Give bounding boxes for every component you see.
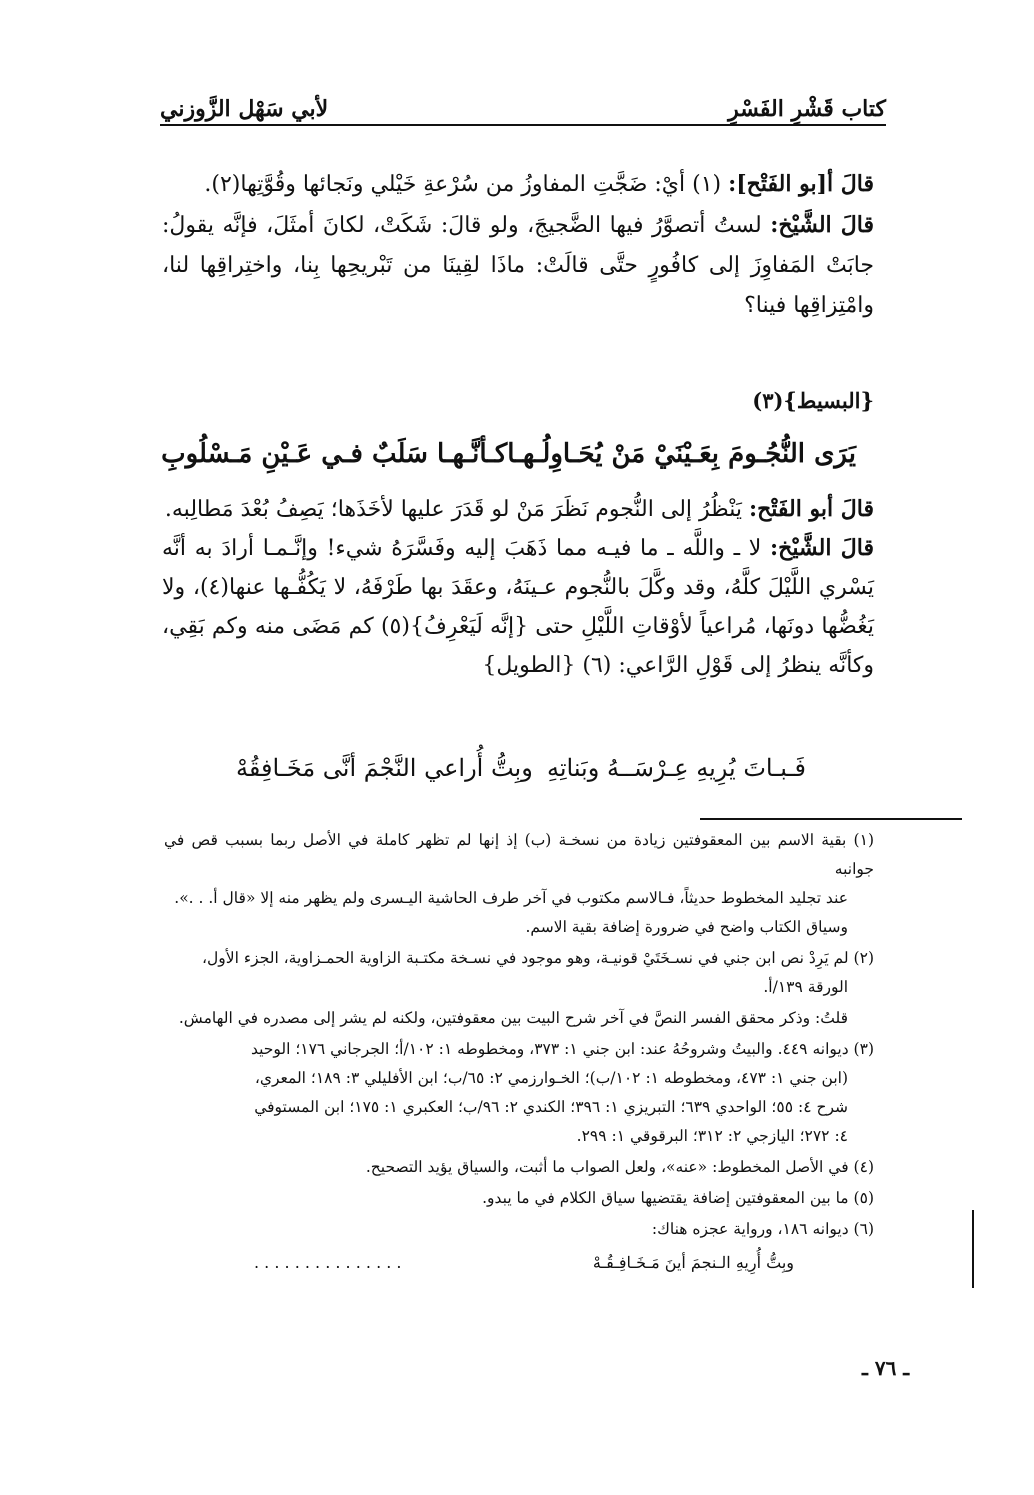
footnote-3 (164, 1035, 874, 1151)
footnote-2-note (164, 1004, 874, 1033)
margin-line (972, 1210, 974, 1288)
paragraph-text: لا ـ واللَّه ـ ما فيـه مما ذَهَبَ إليه وفَسَّرَهُ شيء! وإنَّـمـا أرادَ به أنَّه يَسْري اللَّيْلَ كلَّهُ، وقد وكَّلَ بالنُّجوم عـينَهُ، وعقَدَ بها طَرْفَهُ، لا يَكُفُّـها عنها(٤)، ولا يَغُضُّها دونَها، مُراعياً لأوْقاتِ اللَّيْلِ حتى {إنَّه لَيَعْرِفُ}(٥) كم مَضَى منه وكم بَقِي، وكأنَّه ينظرُ إلى قَوْلِ الرَّاعي: (162, 536, 874, 678)
footnote-number: (٣) (853, 1040, 874, 1058)
footnote-text: في الأصل المخطوط: «عنه»، ولعل الصواب ما أثبت، والسياق يؤيد التصحيح. (365, 1158, 849, 1176)
verse-first-hemistich: يَرَى النُّجُـومَ بِعَـيْنَيْ مَنْ يُحَـاوِلُـهـا (507, 439, 856, 469)
running-header (160, 82, 886, 122)
footnote-divider (700, 818, 962, 820)
footnote-text: لم يَرِدْ نص ابن جني في نسـخَتَيْ قونيـة، وهو موجود في نسـخة مكتـبة الزاوية الحمـزاوية، الجزء الأول، (202, 949, 849, 967)
section-1 (162, 164, 874, 326)
verse-second-hemistich: كـأنَّـهـا سَلَبٌ فـي عَـيْنِ مَـسْلُوبِ (161, 439, 508, 469)
footnote-verse (164, 1248, 874, 1277)
footnote-continuation: شرح ٤: ٥٥؛ الواحدي ٦٣٩؛ التبريزي ١: ٣٩٦؛ الكندي ٢: ٩٦/ب؛ العكبري ١: ١٧٥؛ ابن المستوفي (254, 1098, 848, 1116)
paragraph-sheikh-2 (162, 529, 874, 685)
speaker-label: قالَ أ[بو الفَتْح]: (728, 171, 874, 197)
header-book-title: كتاب قَشْرِ الفَسْرِ (728, 96, 886, 122)
header-author: لأبي سَهْل الزَّوزني (160, 96, 329, 122)
footnote-number: (١) (853, 831, 874, 849)
speaker-label: قالَ أبو الفَتْح: (748, 496, 874, 522)
paragraph-abu-alfath-1 (162, 164, 874, 205)
speaker-label: قالَ الشَّيْخ: (770, 212, 874, 238)
footnote-continuation: ٤: ٢٧٢؛ اليازجي ٢: ٣١٢؛ البرقوقي ١: ٢٩٩. (576, 1127, 848, 1145)
footnote-1 (164, 826, 874, 942)
section-2 (162, 490, 874, 685)
footnote-verse-second: وبِتُّ أُرِيهِ الـنجمَ أينَ مَـخَـافِـقُـهْ (592, 1253, 794, 1272)
footnote-number: (٤) (853, 1158, 874, 1176)
verse-first-hemistich: فَـبـاتَ يُرِيهِ عِـرْسَــهُ وبَناتِهِ (546, 754, 806, 782)
verse-1 (161, 432, 856, 476)
paragraph-text: (١) أيْ: ضَجَّتِ المفاوزُ من سُرْعةِ خَيْلي ونَجائها وقُوَّتِها(٢). (204, 172, 722, 197)
footnote-text: بقية الاسم بين المعقوفتين زيادة من نسخـة (ب) إذ إنها لم تظهر كاملة في الأصل ربما بسبب قص في جوانبه (164, 831, 874, 878)
footnote-continuation: وسياق الكتاب واضح في ضرورة إضافة بقية الاسم. (525, 918, 848, 936)
footnote-number: (٢) (853, 949, 874, 967)
paragraph-text: يَنْظُرُ إلى النُّجوم نَظَرَ مَنْ لو قَدَرَ عليها لأخَذَها؛ يَصِفُ بُعْدَ مَطالِبه. (164, 497, 742, 522)
footnote-text: ما بين المعقوفتين إضافة يقتضيها سياق الكلام في ما يبدو. (482, 1189, 849, 1207)
footnote-number: (٦) (853, 1220, 874, 1238)
footnote-6 (164, 1215, 874, 1244)
footnote-text: قلتُ: وذكر محقق الفسر النصَّ في آخر شرح البيت بين معقوفتين، ولكنه لم يشر إلى مصدره في الهامش. (178, 1009, 848, 1027)
footnotes (164, 826, 874, 1277)
paragraph-text: لستُ أتصوَّرُ فيها الضَّجيجَ، ولو قالَ: شَكَتْ، لكانَ أمثَلَ، فإنَّه يقولُ: جابَتْ المَفاوِزَ إلى كافُورٍ حتَّى قالَتْ: ماذَا لقِينَا من تَبْريحِها بِنا، واختِراقِها لنا، وامْتِزاقِها فينا؟ (162, 213, 874, 318)
meter-label: {البسيط}(٣) (752, 388, 874, 413)
page-number: ـ ٧٦ ـ (862, 1356, 910, 1380)
header-divider (160, 124, 886, 126)
paragraph-abu-alfath-2 (162, 490, 874, 529)
paragraph-sheikh-1 (162, 205, 874, 326)
footnote-4 (164, 1153, 874, 1182)
footnote-text: ديوانه ٤٤٩. والبيتُ وشروحُهُ عند: ابن جني ١: ٣٧٣، ومخطوطه ١: ١٠٢/أ؛ الجرجاني ١٧٦؛ الوحيد (250, 1040, 849, 1058)
footnote-continuation: (ابن جني ١: ٤٧٣، ومخطوطه ١: ١٠٢/ب)؛ الخـوارزمي ٢: ٦٥/ب؛ ابن الأفليلي ٣: ١٨٩؛ المعري، (254, 1069, 848, 1087)
speaker-label: قالَ الشَّيْخ: (770, 535, 875, 561)
footnote-continuation: الورقة ١٣٩/أ. (763, 978, 848, 996)
footnote-verse-first: . . . . . . . . . . . . . . . (254, 1253, 402, 1272)
verse-2 (236, 746, 806, 790)
paragraph-tail: (٦) {الطويل} (482, 653, 612, 678)
footnote-number: (٥) (853, 1189, 874, 1207)
footnote-continuation: عند تجليد المخطوط حديثاً، فـالاسم مكتوب في آخر طرف الحاشية اليـسرى ولم يظهر منه إلا «قال أ. . .». (174, 889, 848, 907)
footnote-text: ديوانه ١٨٦، ورواية عجزه هناك: (651, 1220, 849, 1238)
footnote-5 (164, 1184, 874, 1213)
footnote-2 (164, 944, 874, 1002)
verse-second-hemistich: وبِتُّ أُراعي النَّجْمَ أنَّى مَخَـافِقُهْ (236, 754, 533, 782)
